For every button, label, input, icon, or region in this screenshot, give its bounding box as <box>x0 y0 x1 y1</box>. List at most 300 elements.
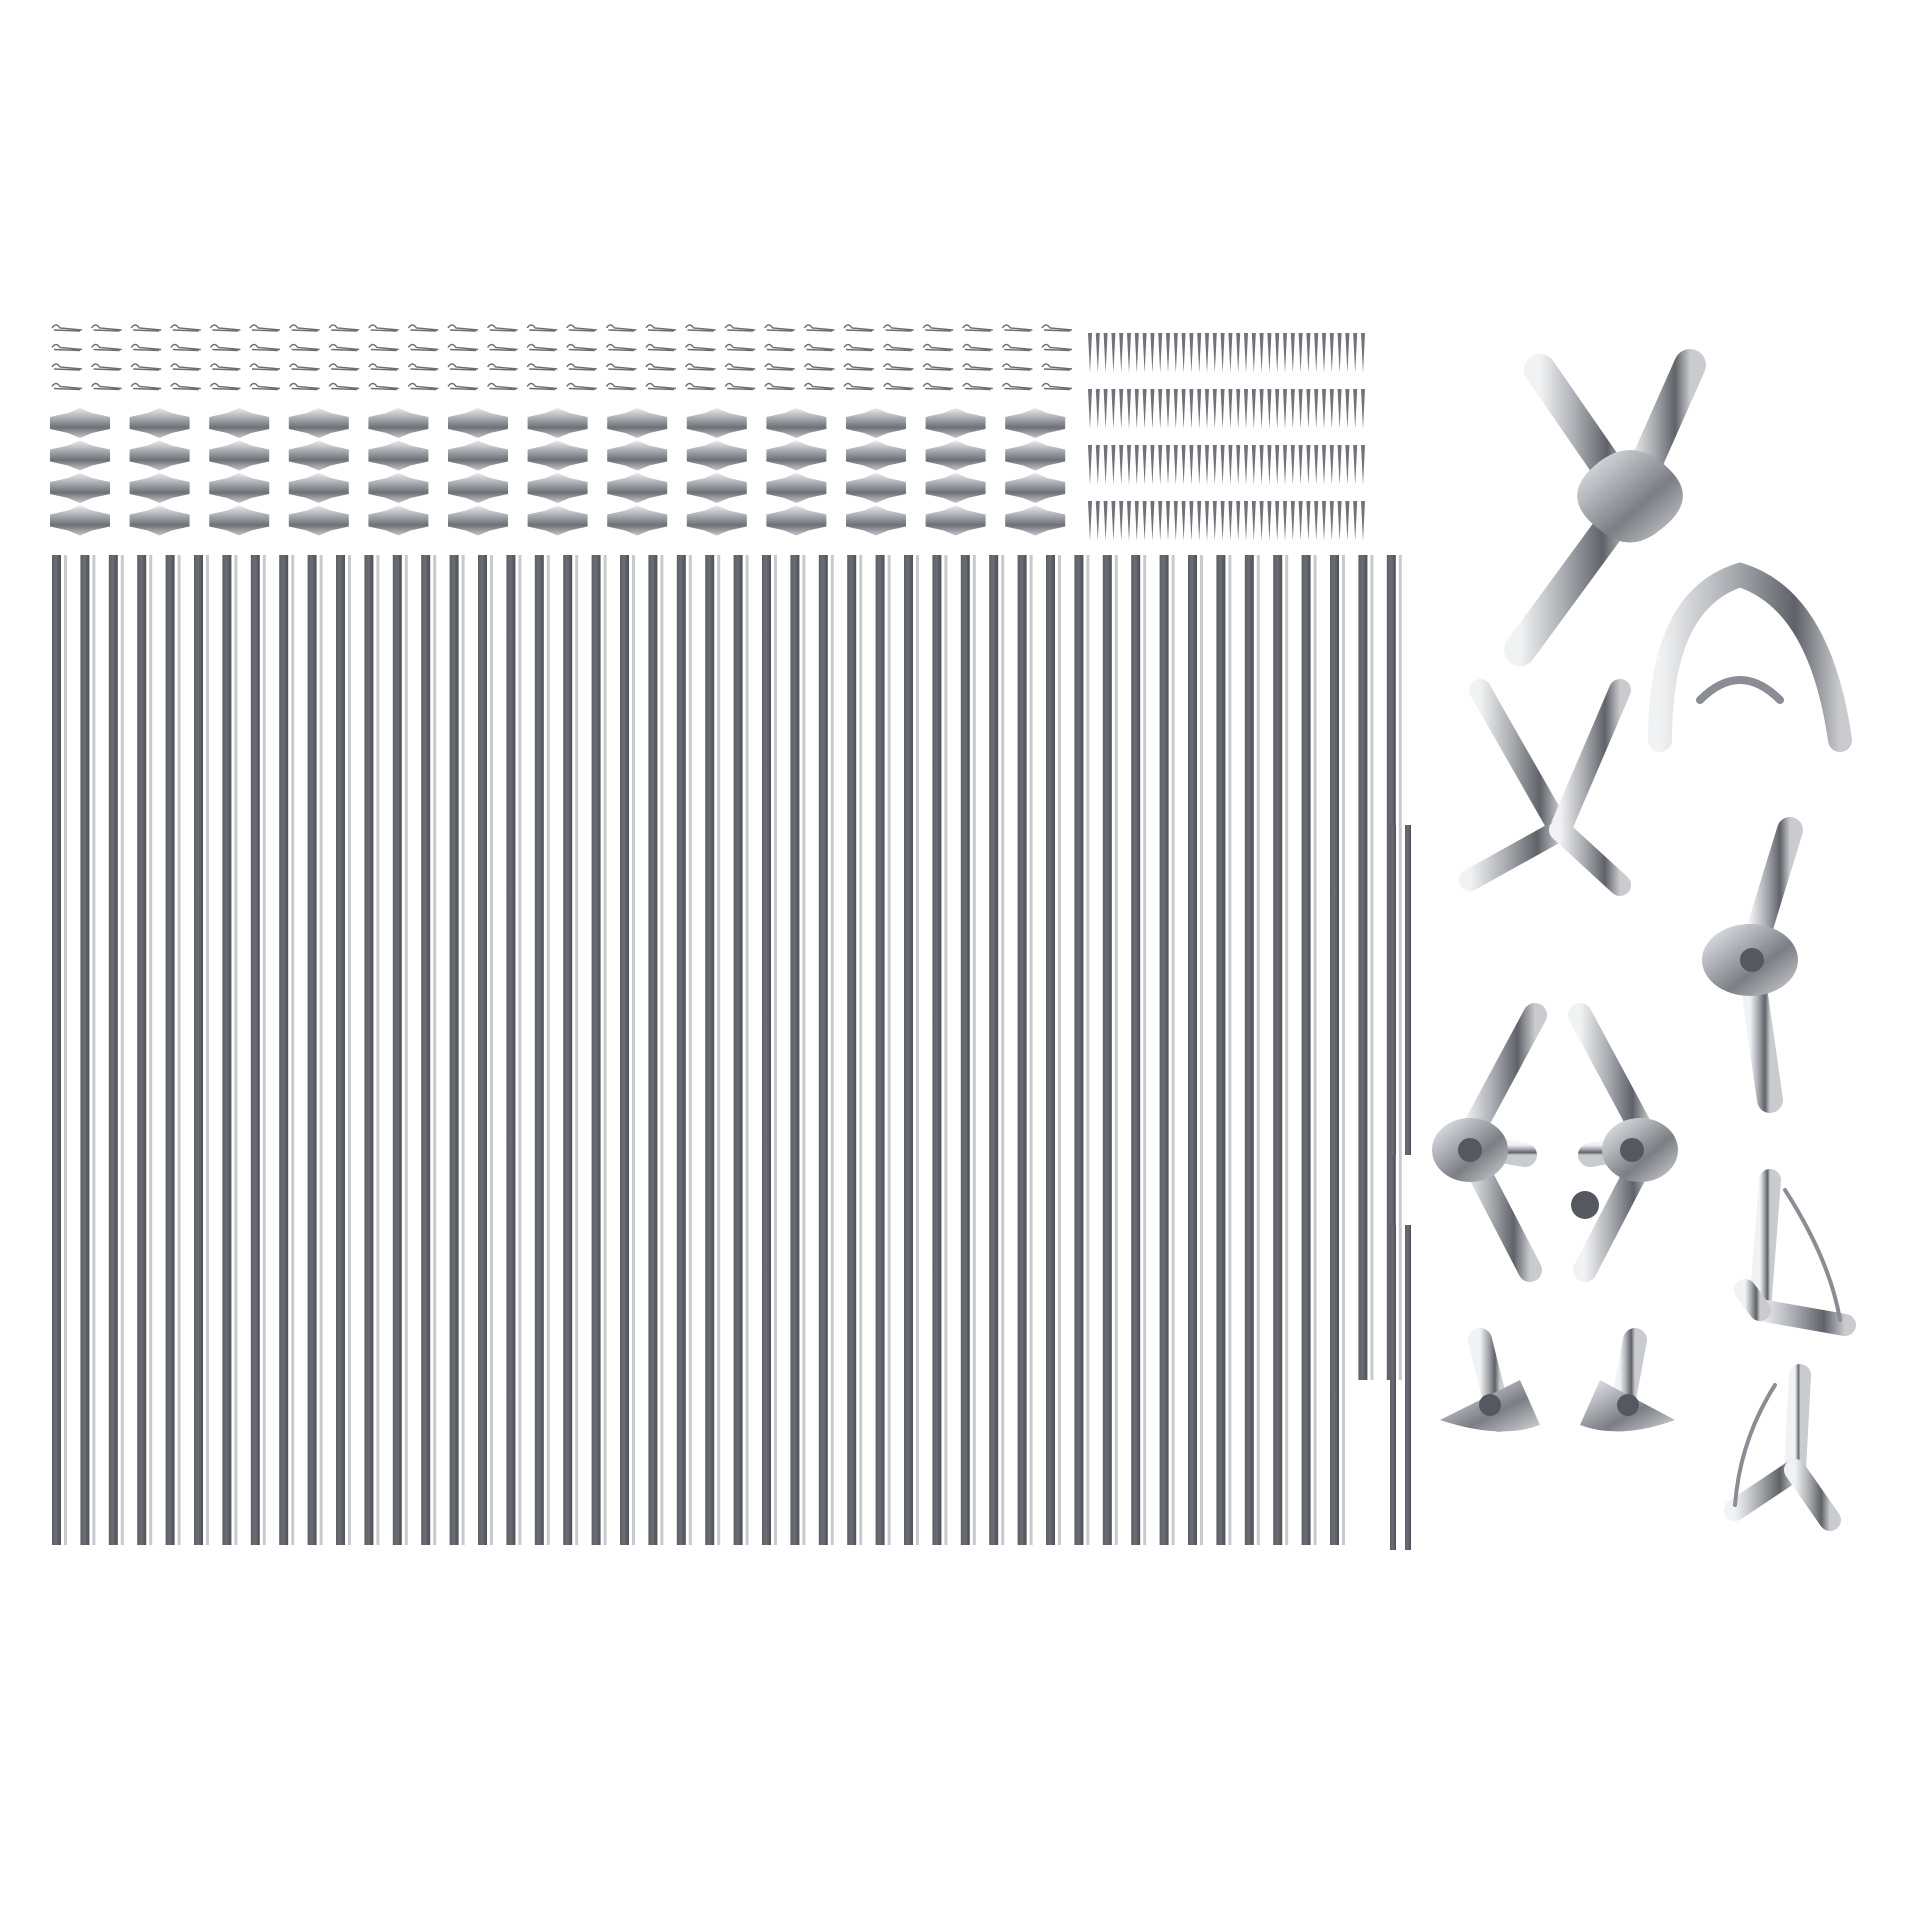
spike-pin <box>1267 501 1271 541</box>
spike-pin <box>1345 501 1349 541</box>
sleeve-connector <box>448 506 508 536</box>
tube-highlight <box>831 555 834 1545</box>
spike-pin-grid <box>1088 333 1365 541</box>
tube-highlight <box>1200 555 1203 1545</box>
spike-pin <box>1260 445 1264 485</box>
spike-pin <box>1150 333 1154 373</box>
spike-pin <box>1353 445 1357 485</box>
cotter-pin <box>369 384 399 390</box>
spike-pin <box>1213 501 1217 541</box>
cotter-pin <box>567 325 597 331</box>
spike-pin <box>1127 389 1131 429</box>
cotter-pin <box>408 325 438 331</box>
spike-pin <box>1361 389 1365 429</box>
spike-pin <box>1330 501 1334 541</box>
spike-pin <box>1275 333 1279 373</box>
spike-pin <box>1244 389 1248 429</box>
sleeve-connector <box>448 441 508 471</box>
cotter-pin <box>963 364 993 370</box>
spike-pin <box>1252 333 1256 373</box>
tube-highlight <box>433 555 436 1545</box>
tube <box>677 555 686 1545</box>
tube-highlight <box>973 555 976 1545</box>
tube <box>989 555 998 1545</box>
spike-pin <box>1228 501 1232 541</box>
tube <box>1046 555 1055 1545</box>
sleeve-connector <box>130 441 190 471</box>
spike-pin <box>1174 501 1178 541</box>
tube-highlight <box>234 555 237 1545</box>
sleeve-connector <box>368 408 428 438</box>
spike-pin <box>1322 445 1326 485</box>
cotter-pin <box>606 325 636 331</box>
tube <box>847 555 856 1545</box>
spike-pin <box>1299 445 1303 485</box>
spike-pin <box>1096 501 1100 541</box>
spike-pin <box>1306 445 1310 485</box>
right-corner-fitting <box>1571 1015 1678 1270</box>
sleeve-connector <box>607 473 667 503</box>
spike-pin <box>1361 333 1365 373</box>
tube <box>1273 555 1282 1545</box>
cotter-pin <box>884 364 914 370</box>
tube-highlight <box>717 555 720 1545</box>
cotter-pin <box>408 364 438 370</box>
right-base-fitting <box>1575 1340 1675 1431</box>
tube <box>194 555 203 1545</box>
cotter-pin <box>290 325 320 331</box>
spike-pin <box>1111 389 1115 429</box>
cotter-pin <box>765 364 795 370</box>
tube <box>876 555 885 1545</box>
sleeve-connector <box>289 408 349 438</box>
tube-highlight <box>1257 555 1260 1545</box>
tube-highlight <box>1399 555 1402 1380</box>
spike-pin <box>1314 445 1318 485</box>
tube-highlight <box>1285 555 1288 1545</box>
sleeve-connector <box>528 473 588 503</box>
tube-highlight <box>1172 555 1175 1545</box>
left-corner-fitting <box>1432 1015 1535 1270</box>
spike-pin <box>1260 389 1264 429</box>
cotter-pin <box>250 384 280 390</box>
tube <box>1245 555 1254 1545</box>
spike-pin <box>1143 333 1147 373</box>
sleeve-connector <box>687 506 747 536</box>
tube-highlight <box>888 555 891 1545</box>
short-tube <box>1405 1225 1411 1550</box>
cotter-pin <box>448 345 478 351</box>
sleeve-connector <box>846 506 906 536</box>
sleeve-connector <box>50 473 110 503</box>
cotter-pin <box>92 345 122 351</box>
spike-pin <box>1143 389 1147 429</box>
spike-pin <box>1174 333 1178 373</box>
sleeve-connector <box>50 441 110 471</box>
spike-pin <box>1221 389 1225 429</box>
spike-pin <box>1221 333 1225 373</box>
cotter-pin <box>923 364 953 370</box>
tube <box>1302 555 1311 1545</box>
spike-pin <box>1127 501 1131 541</box>
sleeve-connector <box>289 473 349 503</box>
spike-pin <box>1158 333 1162 373</box>
cotter-pin <box>448 384 478 390</box>
spike-pin <box>1166 501 1170 541</box>
short-tube <box>1390 1225 1396 1550</box>
cotter-pin <box>369 364 399 370</box>
spike-pin <box>1267 445 1271 485</box>
cotter-pin <box>210 384 240 390</box>
tube <box>1160 555 1169 1545</box>
tube <box>1131 555 1140 1545</box>
cotter-pin <box>329 384 359 390</box>
spike-pin <box>1244 333 1248 373</box>
spike-pin <box>1213 445 1217 485</box>
cotter-pin <box>171 384 201 390</box>
cotter-pin <box>52 345 82 351</box>
cotter-pin <box>963 384 993 390</box>
cotter-pin <box>844 325 874 331</box>
spike-pin <box>1299 389 1303 429</box>
tube <box>648 555 657 1545</box>
tube-bundle <box>52 555 1402 1545</box>
spike-pin <box>1104 333 1108 373</box>
tube-highlight <box>376 555 379 1545</box>
tube-highlight <box>518 555 521 1545</box>
cotter-pin <box>1042 384 1072 390</box>
spike-pin <box>1322 333 1326 373</box>
cotter-pin <box>1002 364 1032 370</box>
spike-pin <box>1314 389 1318 429</box>
tube <box>421 555 430 1545</box>
cotter-pin <box>290 345 320 351</box>
sleeve-connector <box>130 473 190 503</box>
spike-pin <box>1135 389 1139 429</box>
spike-pin <box>1306 389 1310 429</box>
cotter-pin <box>1042 325 1072 331</box>
sleeve-connector <box>607 506 667 536</box>
tube-highlight <box>291 555 294 1545</box>
cotter-pin <box>250 364 280 370</box>
spike-pin <box>1283 333 1287 373</box>
spike-pin <box>1322 389 1326 429</box>
cotter-pin <box>606 384 636 390</box>
tube <box>620 555 629 1545</box>
tube <box>1074 555 1083 1545</box>
sleeve-connector <box>846 408 906 438</box>
tube <box>932 555 941 1545</box>
spike-pin <box>1221 501 1225 541</box>
tube <box>904 555 913 1545</box>
spike-pin <box>1267 333 1271 373</box>
sleeve-connector <box>846 441 906 471</box>
tube <box>592 555 601 1545</box>
tube <box>393 555 402 1545</box>
spike-pin <box>1189 389 1193 429</box>
spike-pin <box>1252 445 1256 485</box>
sleeve-connector <box>528 408 588 438</box>
cotter-pin <box>804 325 834 331</box>
spike-pin <box>1111 501 1115 541</box>
sleeve-connector <box>926 441 986 471</box>
tube-highlight <box>1115 555 1118 1545</box>
spike-pin <box>1361 445 1365 485</box>
cotter-pin <box>765 384 795 390</box>
cotter-pin <box>171 325 201 331</box>
cotter-pin-grid <box>52 325 1072 390</box>
tube-highlight <box>1228 555 1231 1545</box>
sleeve-connector <box>1005 441 1065 471</box>
cotter-pin <box>884 345 914 351</box>
spike-pin <box>1267 389 1271 429</box>
spike-pin <box>1228 389 1232 429</box>
sleeve-connector <box>448 408 508 438</box>
spike-pin <box>1345 333 1349 373</box>
spike-pin <box>1221 445 1225 485</box>
cotter-pin <box>963 345 993 351</box>
left-base-fitting <box>1440 1340 1565 1431</box>
ridge-end-fitting <box>1660 575 1840 740</box>
spike-pin <box>1150 389 1154 429</box>
spike-pin <box>1182 389 1186 429</box>
spike-pin <box>1291 445 1295 485</box>
spike-pin <box>1205 501 1209 541</box>
spike-pin <box>1291 333 1295 373</box>
tube-highlight <box>263 555 266 1545</box>
cotter-pin <box>1002 384 1032 390</box>
spike-pin <box>1306 333 1310 373</box>
cotter-pin <box>448 364 478 370</box>
cotter-pin <box>369 345 399 351</box>
spike-pin <box>1275 501 1279 541</box>
cotter-pin <box>884 384 914 390</box>
cotter-pin <box>488 364 518 370</box>
tube-highlight <box>405 555 408 1545</box>
tube-highlight <box>64 555 67 1545</box>
spike-pin <box>1338 333 1342 373</box>
sleeve-connector <box>846 473 906 503</box>
sleeve-connector <box>766 506 826 536</box>
spike-pin <box>1174 389 1178 429</box>
spike-pin <box>1314 501 1318 541</box>
spike-pin <box>1330 389 1334 429</box>
spike-pin <box>1127 333 1131 373</box>
sleeve-connector <box>448 473 508 503</box>
spike-pin <box>1236 389 1240 429</box>
sleeve-connector <box>528 506 588 536</box>
sleeve-connector <box>209 506 269 536</box>
spike-pin <box>1283 389 1287 429</box>
cotter-pin <box>329 345 359 351</box>
tube-highlight <box>1086 555 1089 1545</box>
cotter-pin <box>963 325 993 331</box>
spike-pin <box>1361 501 1365 541</box>
spike-pin <box>1228 333 1232 373</box>
tube <box>1330 555 1339 1545</box>
cotter-pin <box>52 325 82 331</box>
cotter-pin <box>329 364 359 370</box>
spike-pin <box>1322 501 1326 541</box>
spike-pin <box>1158 445 1162 485</box>
spike-pin <box>1283 445 1287 485</box>
tube <box>251 555 260 1545</box>
tube <box>52 555 61 1545</box>
spike-pin <box>1236 445 1240 485</box>
spike-pin <box>1104 501 1108 541</box>
cotter-pin <box>131 364 161 370</box>
cotter-pin <box>1042 345 1072 351</box>
cotter-pin <box>52 384 82 390</box>
tube-highlight <box>859 555 862 1545</box>
tube-highlight <box>575 555 578 1545</box>
spike-pin <box>1111 333 1115 373</box>
spike-pin <box>1182 501 1186 541</box>
spike-pin <box>1182 445 1186 485</box>
cotter-pin <box>171 345 201 351</box>
cotter-pin <box>329 325 359 331</box>
spike-pin <box>1158 501 1162 541</box>
spike-pin <box>1283 501 1287 541</box>
spike-pin <box>1338 445 1342 485</box>
spike-pin <box>1166 389 1170 429</box>
cotter-pin <box>527 325 557 331</box>
spike-pin <box>1299 333 1303 373</box>
tube <box>563 555 572 1545</box>
cotter-pin <box>686 364 716 370</box>
spike-pin <box>1088 333 1092 373</box>
three-way-side-fitting <box>1702 830 1850 1100</box>
cotter-pin <box>92 364 122 370</box>
cotter-pin <box>210 364 240 370</box>
cotter-pin <box>923 384 953 390</box>
tube-highlight <box>660 555 663 1545</box>
spike-pin <box>1244 501 1248 541</box>
cotter-pin <box>646 384 676 390</box>
sleeve-connector <box>926 506 986 536</box>
spike-pin <box>1338 501 1342 541</box>
spike-pin <box>1150 445 1154 485</box>
tube <box>279 555 288 1545</box>
spike-pin <box>1353 333 1357 373</box>
sleeve-connector <box>209 441 269 471</box>
spike-pin <box>1345 389 1349 429</box>
spike-pin <box>1197 333 1201 373</box>
cotter-pin <box>527 345 557 351</box>
tube-highlight <box>547 555 550 1545</box>
spike-pin <box>1197 501 1201 541</box>
sleeve-connector <box>528 441 588 471</box>
spike-pin <box>1291 501 1295 541</box>
spike-pin <box>1119 445 1123 485</box>
cotter-pin <box>1042 364 1072 370</box>
cotter-pin <box>171 364 201 370</box>
spike-pin <box>1135 333 1139 373</box>
spike-pin <box>1189 445 1193 485</box>
spike-pin <box>1088 445 1092 485</box>
sleeve-connector <box>1005 408 1065 438</box>
cotter-pin <box>408 384 438 390</box>
top-angle-fitting <box>1745 1180 1845 1325</box>
spike-pin <box>1111 445 1115 485</box>
sleeve-connector <box>766 408 826 438</box>
four-way-peak-fitting <box>1470 690 1620 965</box>
cotter-pin <box>210 325 240 331</box>
spike-pin <box>1353 389 1357 429</box>
spike-pin <box>1143 501 1147 541</box>
tube <box>1018 555 1027 1545</box>
spike-pin <box>1197 389 1201 429</box>
cotter-pin <box>567 384 597 390</box>
tube <box>1216 555 1225 1545</box>
sleeve-connector <box>368 506 428 536</box>
sleeve-connector <box>926 473 986 503</box>
cotter-pin <box>92 384 122 390</box>
tube <box>336 555 345 1545</box>
sleeve-connector <box>368 441 428 471</box>
tube-highlight <box>1370 555 1373 1380</box>
spike-pin <box>1338 389 1342 429</box>
spike-pin <box>1213 389 1217 429</box>
tube <box>1358 555 1367 1380</box>
spike-pin <box>1205 445 1209 485</box>
tube-highlight <box>916 555 919 1545</box>
cotter-pin <box>804 345 834 351</box>
tube-highlight <box>348 555 351 1545</box>
cotter-pin <box>804 364 834 370</box>
spike-pin <box>1182 333 1186 373</box>
tube-highlight <box>1314 555 1317 1545</box>
spike-pin <box>1244 445 1248 485</box>
sleeve-connector-grid <box>50 408 1065 536</box>
spike-pin <box>1119 389 1123 429</box>
tube-highlight <box>490 555 493 1545</box>
cotter-pin <box>1002 325 1032 331</box>
spike-pin <box>1330 333 1334 373</box>
spike-pin <box>1096 389 1100 429</box>
spike-pin <box>1330 445 1334 485</box>
spike-pin <box>1143 445 1147 485</box>
tube <box>364 555 373 1545</box>
tube-highlight <box>149 555 152 1545</box>
spike-pin <box>1299 501 1303 541</box>
cotter-pin <box>131 325 161 331</box>
spike-pin <box>1135 445 1139 485</box>
cotter-pin <box>686 384 716 390</box>
tube-highlight <box>121 555 124 1545</box>
cotter-pin <box>923 345 953 351</box>
tube <box>166 555 175 1545</box>
tube-highlight <box>320 555 323 1545</box>
sleeve-connector <box>766 441 826 471</box>
tube-highlight <box>1030 555 1033 1545</box>
cotter-pin <box>725 364 755 370</box>
sleeve-connector <box>687 441 747 471</box>
cotter-pin <box>448 325 478 331</box>
sleeve-connector <box>50 408 110 438</box>
spike-pin <box>1275 445 1279 485</box>
spike-pin <box>1228 445 1232 485</box>
sleeve-connector <box>50 506 110 536</box>
tube-highlight <box>206 555 209 1545</box>
spike-pin <box>1260 333 1264 373</box>
spike-pin <box>1119 333 1123 373</box>
tube-highlight <box>604 555 607 1545</box>
sleeve-connector <box>1005 506 1065 536</box>
tube-highlight <box>774 555 777 1545</box>
spike-pin <box>1158 389 1162 429</box>
cotter-pin <box>52 364 82 370</box>
